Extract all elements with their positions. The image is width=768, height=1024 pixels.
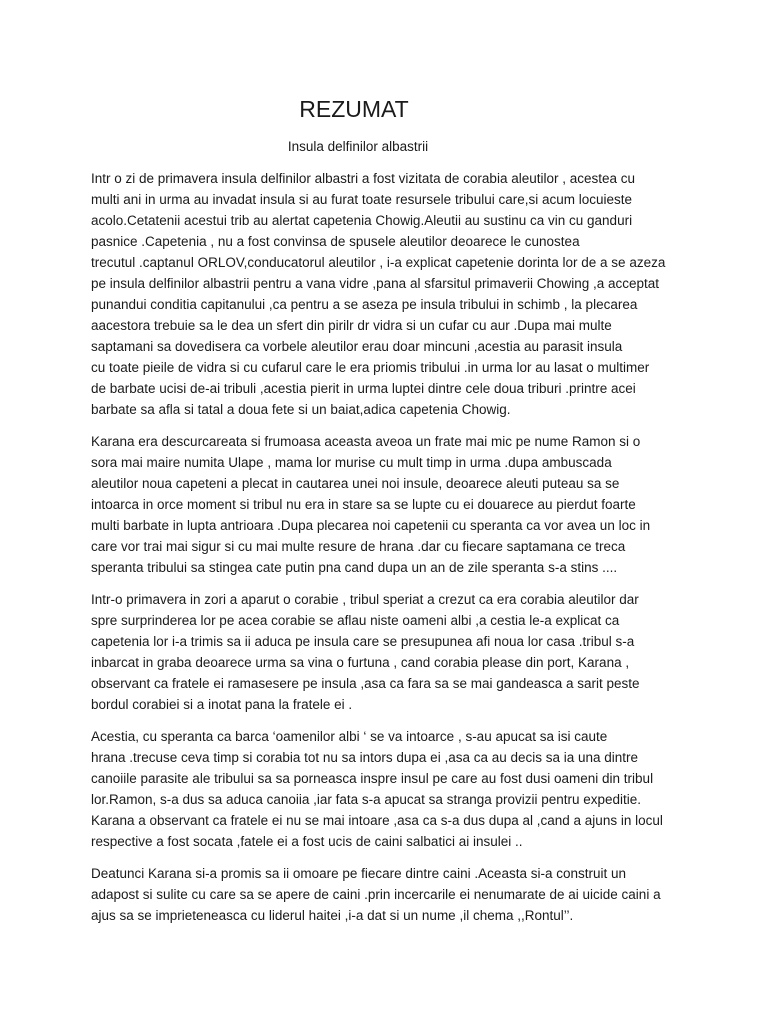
document-body <box>91 168 679 937</box>
document-subtitle: Insula delfinilor albastrii <box>287 139 429 154</box>
paragraph-5: Deatunci Karana si-a promis sa ii omoare pe fiecare dintre caini .Aceasta si-a construit un adapost si sulite cu care sa se apere de caini .prin incercarile ei nenumarate de ai uicide caini a ajus sa se imprieteneasca cu liderul haitei ,i-a dat si un nume ,il chema ,,Rontul’’. <box>91 866 661 923</box>
paragraph-2: Karana era descurcareata si frumoasa aceasta aveoa un frate mai mic pe nume Ramon si o sora mai maire numita Ulape , mama lor murise cu mult timp in urma .dupa ambuscada aleutilor noua capeteni a plecat in cautarea unei noi insule, deoarece aleuti puteau sa se intoarca in orce moment si tribul nu era in stare sa se lupte cu ei douarece au pierdut foarte multi barbate in lupta antrioara .Dupa plecarea noi capetenii cu speranta ca vor avea un loc in care vor trai mai sigur si cu mai multe resure de hrana .dar cu fiecare saptamana ce treca speranta tribului sa stingea cate putin pna cand dupa un an de zile speranta s-a stins .... <box>91 434 651 575</box>
paragraph-1: Intr o zi de primavera insula delfinilor albastri a fost vizitata de corabia aleutilor , acestea cu multi ani in urma au invadat insula si au furat toate resursele tribului care,si acum locuieste acolo.Cetatenii acestui trib au alertat capetenia Chowig.Aleutii au sustinu ca vin cu ganduri pasnice .Capetenia , nu a fost convinsa de spusele aleutilor deoarece le cunostea trecutul .captanul ORLOV,conducatorul aleutilor , i-a explicat capetenie dorinta lor de a se azeza pe insula delfinilor albastrii pentru a vana vidre ,pana al sfarsitul primaverii Chowing ,a acceptat punandui conditia capitanului ,ca pentru a se aseza pe insula tribului in schimb , la plecarea aacestora trebuie sa le dea un sfert din pirilr dr vidra si un cufar cu aur .Dupa mai multe saptamani sa dovedisera ca vorbele aleutilor erau doar mincuni ,acestia au parasit insula cu toate pieile de vidra si cu cufarul care le era priomis tribului .in urma lor au lasat o multimer de barbate ucisi de-ai tribuli ,acestia pierit in urma luptei dintre cele doua triburi .printre acei barbate sa afla si tatal a doua fete si un baiat,adica capetenia Chowig. <box>91 171 666 417</box>
paragraph-3: Intr-o primavera in zori a aparut o corabie , tribul speriat a crezut ca era corabia aleutilor dar spre surprinderea lor pe acea corabie se aflau niste oameni albi ,a cestia le-a explicat ca capetenia lor i-a trimis sa ii aduca pe insula care se presupunea afi noua lor casa .tribul s-a inbarcat in graba deoarece urma sa vina o furtuna , cand corabia please din port, Karana , observant ca fratele ei ramasesere pe insula ,asa ca fara sa se mai gandeasca a sarit peste bordul corabiei si a inotat pana la fratele ei . <box>91 592 640 712</box>
paragraph-4: Acestia, cu speranta ca barca ‘oamenilor albi ‘ se va intoarce , s-au apucat sa isi caute hrana .trecuse ceva timp si corabia tot nu sa intors dupa ei ,asa ca au decis sa ia una dintre canoiile parasite ale tribului sa sa porneasca inspre insul pe care au fost dusi oameni din tribul lor.Ramon, s-a dus sa aduca canoiia ,iar fata s-a apucat sa stranga provizii pentru expeditie. Karana a observant ca fratele ei nu se mai intoare ,asa ca s-a dus dupa al ,cand a ajuns in locul respective a fost socata ,fatele ei a fost ucis de caini salbatici ai insulei .. <box>91 729 663 849</box>
document-title: REZUMAT <box>299 96 409 122</box>
